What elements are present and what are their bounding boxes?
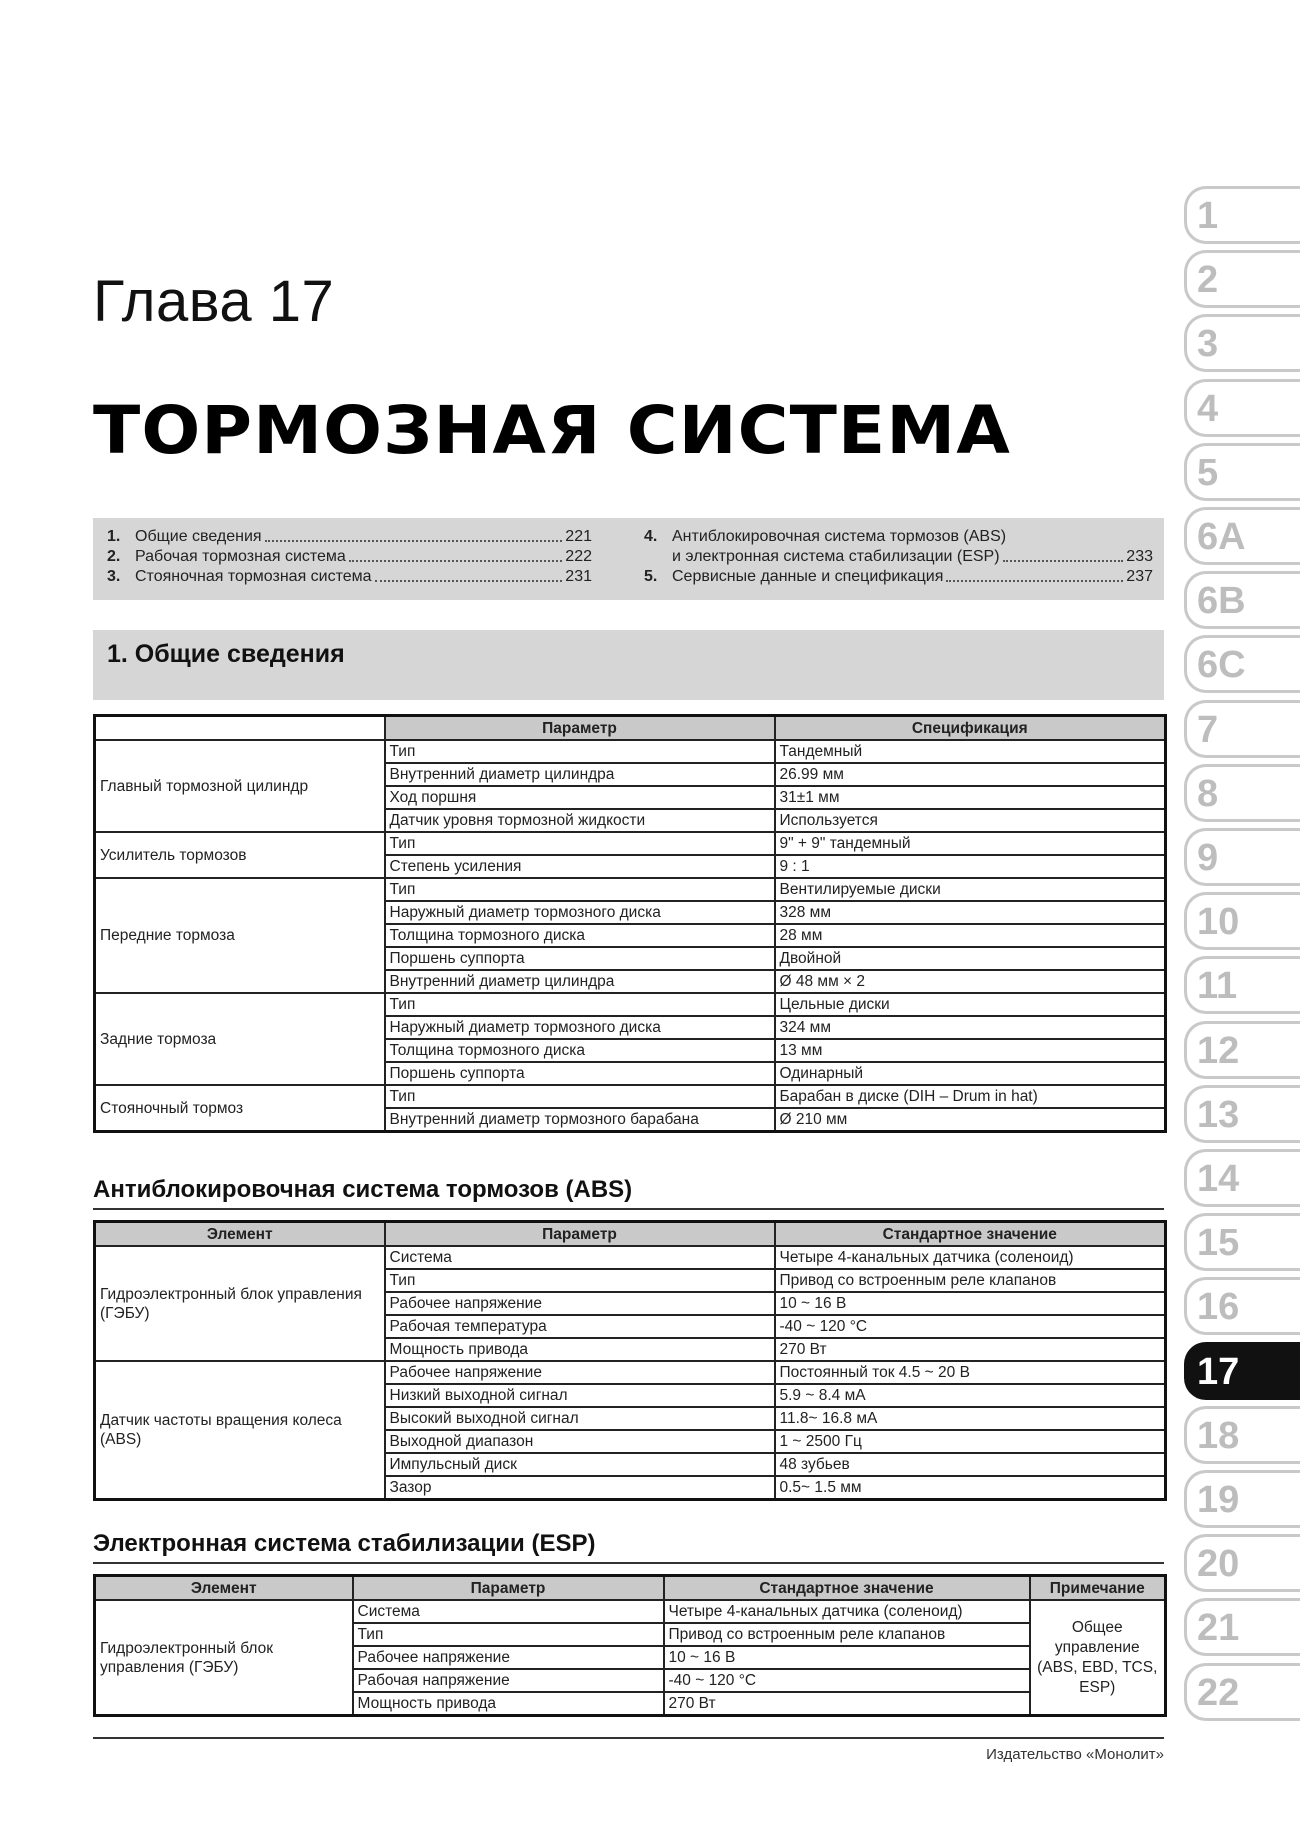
table-header: Стандартное значение [664,1576,1030,1601]
param-cell: Система [385,1246,775,1269]
chapter-tab-label: 6B [1197,580,1246,622]
value-cell: 10 ~ 16 В [664,1646,1030,1669]
toc-text: Общие сведения [135,528,262,545]
chapter-tab-label: 17 [1197,1351,1240,1393]
publisher-credit: Издательство «Монолит» [986,1746,1164,1763]
param-cell: Выходной диапазон [385,1430,775,1453]
table-row [95,1600,1166,1623]
param-cell: Внутренний диаметр тормозного барабана [385,1108,775,1132]
param-cell: Рабочее напряжение [385,1361,775,1384]
group-cell: Передние тормоза [95,878,385,993]
chapter-tab-label: 15 [1197,1222,1240,1264]
chapter-tab-19[interactable] [1184,1470,1300,1528]
chapter-tab-21[interactable] [1184,1598,1300,1656]
value-cell: 28 мм [775,924,1166,947]
table-row [95,878,1166,901]
chapter-tab-13[interactable] [1184,1085,1300,1143]
chapter-tab-20[interactable] [1184,1534,1300,1592]
toc-entry[interactable] [644,547,1153,567]
param-cell: Толщина тормозного диска [385,1039,775,1062]
brake-spec-table [93,714,1167,1133]
esp-spec-table [93,1574,1167,1717]
chapter-tab-label: 6A [1197,516,1246,558]
chapter-title: ТОРМОЗНАЯ СИСТЕМА [93,392,1011,469]
chapter-tab-4[interactable] [1184,379,1300,437]
value-cell: 31±1 мм [775,786,1166,809]
table-header: Элемент [95,1222,385,1247]
chapter-tab-3[interactable] [1184,314,1300,372]
chapter-tab-16[interactable] [1184,1277,1300,1335]
toc-text: Рабочая тормозная система [135,548,346,565]
table-header-blank [95,716,385,741]
value-cell: Ø 210 мм [775,1108,1166,1132]
param-cell: Тип [385,1085,775,1108]
toc-number: 1. [107,528,121,545]
param-cell: Тип [385,993,775,1016]
value-cell: 9 : 1 [775,855,1166,878]
param-cell: Датчик уровня тормозной жидкости [385,809,775,832]
chapter-tab-label: 12 [1197,1030,1240,1072]
table-header: Параметр [385,716,775,741]
toc-number: 3. [107,568,121,585]
toc-number: 2. [107,548,121,565]
chapter-tab-2[interactable] [1184,250,1300,308]
toc-dots [375,567,563,582]
chapter-tab-label: 21 [1197,1607,1240,1649]
chapter-tab-label: 5 [1197,452,1219,494]
value-cell: 0.5~ 1.5 мм [775,1476,1166,1500]
chapter-label: Глава 17 [93,269,335,334]
param-cell: Тип [353,1623,664,1646]
value-cell: 26.99 мм [775,763,1166,786]
toc-entry[interactable] [107,567,592,587]
toc-entry[interactable] [644,567,1153,587]
chapter-tab-label: 19 [1197,1479,1240,1521]
param-cell: Степень усиления [385,855,775,878]
group-cell: Гидроэлектронный блок управления (ГЭБУ) [95,1246,385,1361]
table-header: Стандартное значение [775,1222,1166,1247]
section-title: 1. Общие сведения [107,640,345,668]
chapter-tab-5[interactable] [1184,443,1300,501]
chapter-tab-label: 14 [1197,1158,1240,1200]
chapter-tab-17[interactable] [1184,1342,1300,1400]
table-row [95,1085,1166,1108]
chapter-tab-label: 18 [1197,1415,1240,1457]
value-cell: Ø 48 мм × 2 [775,970,1166,993]
param-cell: Поршень суппорта [385,1062,775,1085]
toc-left-column [107,527,592,587]
param-cell: Зазор [385,1476,775,1500]
value-cell: Тандемный [775,740,1166,763]
value-cell: -40 ~ 120 °C [664,1669,1030,1692]
table-of-contents [93,518,1164,600]
value-cell: 1 ~ 2500 Гц [775,1430,1166,1453]
chapter-tab-10[interactable] [1184,892,1300,950]
chapter-tab-label: 2 [1197,259,1219,301]
esp-heading: Электронная система стабилизации (ESP) [93,1530,1164,1564]
value-cell: 328 мм [775,901,1166,924]
param-cell: Тип [385,878,775,901]
chapter-tab-label: 16 [1197,1286,1240,1328]
value-cell: Вентилируемые диски [775,878,1166,901]
section-header [93,630,1164,700]
table-header: Спецификация [775,716,1166,741]
value-cell: Цельные диски [775,993,1166,1016]
param-cell: Ход поршня [385,786,775,809]
table-row [95,1246,1166,1269]
chapter-tab-6a[interactable] [1184,507,1300,565]
chapter-tab-9[interactable] [1184,828,1300,886]
footer-divider [93,1737,1164,1739]
chapter-tab-6c[interactable] [1184,635,1300,693]
chapter-tab-18[interactable] [1184,1406,1300,1464]
param-cell: Импульсный диск [385,1453,775,1476]
table-row [95,993,1166,1016]
toc-number: 5. [644,568,658,585]
table-row [95,1361,1166,1384]
param-cell: Наружный диаметр тормозного диска [385,1016,775,1039]
chapter-tab-label: 1 [1197,195,1219,237]
value-cell: Четыре 4-канальных датчика (соленоид) [664,1600,1030,1623]
param-cell: Наружный диаметр тормозного диска [385,901,775,924]
abs-heading: Антиблокировочная система тормозов (ABS) [93,1176,1164,1210]
toc-page: 221 [565,528,592,545]
toc-entry[interactable] [107,547,592,567]
chapter-tab-label: 20 [1197,1543,1240,1585]
value-cell: 324 мм [775,1016,1166,1039]
toc-page: 231 [565,568,592,585]
toc-page: 222 [565,548,592,565]
param-cell: Внутренний диаметр цилиндра [385,970,775,993]
param-cell: Поршень суппорта [385,947,775,970]
abs-spec-table [93,1220,1167,1501]
param-cell: Рабочая напряжение [353,1669,664,1692]
note-cell: Общее управление (ABS, EBD, TCS, ESP) [1030,1600,1166,1716]
toc-text: Антиблокировочная система тормозов (ABS) [672,528,1007,545]
chapter-tab-7[interactable] [1184,700,1300,758]
toc-dots [349,547,562,562]
value-cell: Одинарный [775,1062,1166,1085]
param-cell: Система [353,1600,664,1623]
toc-entry[interactable] [644,527,1153,547]
chapter-tab-11[interactable] [1184,956,1300,1014]
value-cell: 270 Вт [664,1692,1030,1716]
table-row [95,740,1166,763]
group-cell: Гидроэлектронный блок управления (ГЭБУ) [95,1600,353,1716]
toc-number [644,547,672,567]
toc-entry[interactable] [107,527,592,547]
chapter-tab-8[interactable] [1184,764,1300,822]
param-cell: Высокий выходной сигнал [385,1407,775,1430]
table-row [95,832,1166,855]
toc-text: Сервисные данные и спецификация [672,568,944,585]
chapter-tab-label: 9 [1197,837,1219,879]
param-cell: Толщина тормозного диска [385,924,775,947]
value-cell: 270 Вт [775,1338,1166,1361]
param-cell: Рабочая температура [385,1315,775,1338]
value-cell: -40 ~ 120 °C [775,1315,1166,1338]
value-cell: 10 ~ 16 В [775,1292,1166,1315]
chapter-tab-22[interactable] [1184,1663,1300,1721]
param-cell: Внутренний диаметр цилиндра [385,763,775,786]
table-header: Параметр [353,1576,664,1601]
value-cell: 13 мм [775,1039,1166,1062]
param-cell: Рабочее напряжение [353,1646,664,1669]
chapter-tab-14[interactable] [1184,1149,1300,1207]
toc-text: Стояночная тормозная система [135,568,372,585]
chapter-tab-12[interactable] [1184,1021,1300,1079]
param-cell: Тип [385,1269,775,1292]
param-cell: Тип [385,832,775,855]
table-header: Параметр [385,1222,775,1247]
group-cell: Стояночный тормоз [95,1085,385,1132]
value-cell: 9" + 9" тандемный [775,832,1166,855]
table-header: Элемент [95,1576,353,1601]
value-cell: 11.8~ 16.8 мА [775,1407,1166,1430]
group-cell: Главный тормозной цилиндр [95,740,385,832]
chapter-tab-label: 11 [1197,965,1238,1007]
toc-page: 237 [1126,568,1153,585]
toc-page: 233 [1126,548,1153,565]
value-cell: Двойной [775,947,1166,970]
toc-number: 4. [644,528,658,545]
toc-dots [946,567,1123,582]
value-cell: 5.9 ~ 8.4 мА [775,1384,1166,1407]
value-cell: Четыре 4-канальных датчика (соленоид) [775,1246,1166,1269]
chapter-tab-label: 4 [1197,388,1219,430]
chapter-tab-label: 22 [1197,1672,1240,1714]
param-cell: Тип [385,740,775,763]
value-cell: 48 зубьев [775,1453,1166,1476]
value-cell: Постоянный ток 4.5 ~ 20 В [775,1361,1166,1384]
value-cell: Привод со встроенным реле клапанов [775,1269,1166,1292]
chapter-tab-label: 8 [1197,773,1219,815]
chapter-tab-6b[interactable] [1184,571,1300,629]
chapter-tab-label: 3 [1197,323,1219,365]
param-cell: Низкий выходной сигнал [385,1384,775,1407]
chapter-tab-label: 6C [1197,644,1246,686]
param-cell: Рабочее напряжение [385,1292,775,1315]
chapter-tab-15[interactable] [1184,1213,1300,1271]
group-cell: Датчик частоты вращения колеса (ABS) [95,1361,385,1500]
group-cell: Усилитель тормозов [95,832,385,878]
table-header: Примечание [1030,1576,1166,1601]
value-cell: Привод со встроенным реле клапанов [664,1623,1030,1646]
chapter-tab-label: 10 [1197,901,1240,943]
value-cell: Используется [775,809,1166,832]
toc-dots [1003,547,1124,562]
toc-text: и электронная система стабилизации (ESP) [672,548,1000,565]
param-cell: Мощность привода [353,1692,664,1716]
chapter-tab-label: 7 [1197,709,1219,751]
chapter-tab-1[interactable] [1184,186,1300,244]
chapter-tab-label: 13 [1197,1094,1240,1136]
toc-dots [265,527,563,542]
param-cell: Мощность привода [385,1338,775,1361]
value-cell: Барабан в диске (DIH – Drum in hat) [775,1085,1166,1108]
group-cell: Задние тормоза [95,993,385,1085]
toc-right-column [644,527,1153,587]
